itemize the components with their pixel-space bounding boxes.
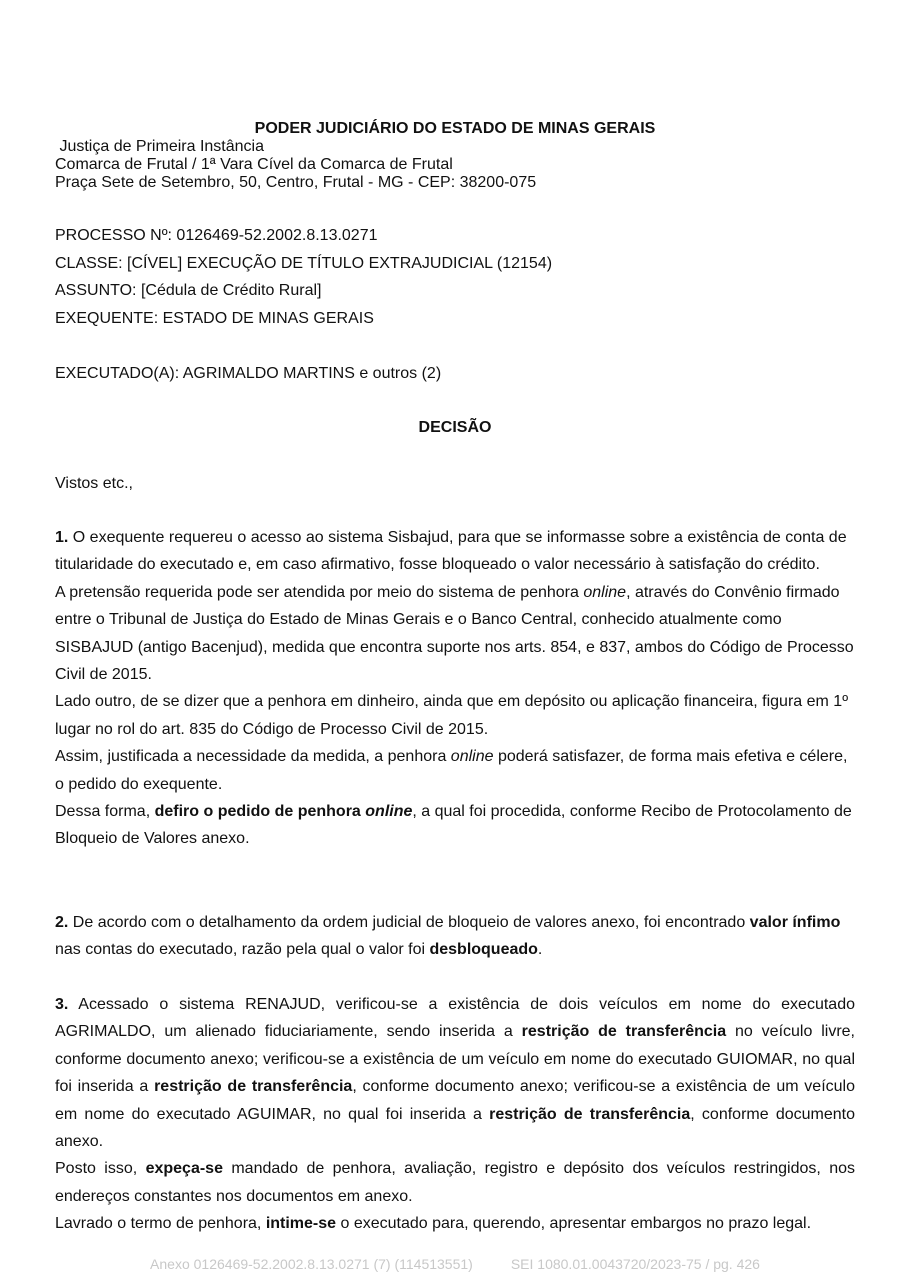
section-3-paragraph-2: [55, 1155, 855, 1210]
valor-infimo-bold: valor ínfimo: [749, 914, 841, 931]
vistos-line: Vistos etc.,: [55, 475, 133, 492]
section-2-text-b: nas contas do executado, razão pela qual o valor foi: [55, 941, 430, 959]
comarca-line: Comarca de Frutal / 1ª Vara Cível da Comarca de Frutal: [55, 156, 453, 173]
processo-line: PROCESSO Nº: 0126469-52.2002.8.13.0271: [55, 227, 378, 244]
section-3-text-2b: mandado de penhora, avaliação, registro e depósito dos veículos restringidos, nos endereços constantes nos documentos em anexo.: [55, 1160, 856, 1205]
restricao-bold-1: restrição de transferência: [521, 1023, 727, 1041]
section-1-number: 1.: [55, 529, 69, 546]
address-line: Praça Sete de Setembro, 50, Centro, Frutal - MG - CEP: 38200-075: [55, 174, 537, 191]
expeca-se-bold: expeça-se: [145, 1160, 223, 1178]
classe-line: CLASSE: [CÍVEL] EXECUÇÃO DE TÍTULO EXTRAJUDICIAL (12154): [55, 255, 553, 272]
section-1-paragraph-3: [55, 688, 855, 743]
section-2-text-a: De acordo com o detalhamento da ordem judicial de bloqueio de valores anexo, foi encontrado: [68, 914, 750, 931]
section-3-text-d: , conforme documento anexo.: [55, 1105, 856, 1151]
section-2: [55, 909, 855, 964]
section-2-number: 2.: [55, 914, 69, 931]
court-title: PODER JUDICIÁRIO DO ESTADO DE MINAS GERAIS: [254, 120, 656, 137]
online-bold-italic: online: [365, 803, 413, 821]
section-3-text-a: Acessado o sistema RENAJUD, verificou-se a existência de dois veículos em nome do executado AGRIMALDO, um alienado fiduciariamente, sendo inserida a: [55, 996, 855, 1041]
section-1-paragraph-5: [55, 798, 855, 853]
section-1-text-2b: , através do Convênio firmado entre o Tribunal de Justiça do Estado de Minas Gerais e o Banco Central, conhecido atualmente como SISBAJUD (antigo Bacenjud), medida que encontra suporte nos arts. 854, e 837, ambos do Código de Processo Civil de 2015.: [55, 583, 854, 684]
section-1: [55, 524, 855, 853]
section-3-text-2a: Posto isso,: [55, 1160, 146, 1178]
instance-line: Justiça de Primeira Instância: [55, 138, 264, 155]
assunto-line: ASSUNTO: [Cédula de Crédito Rural]: [55, 282, 322, 299]
section-3-number: 3.: [55, 996, 69, 1013]
section-3-text-c: , conforme documento anexo; verificou-se a existência de um veículo em nome do executado AGUIMAR, no qual foi inserida a: [55, 1078, 855, 1123]
decision-title: DECISÃO: [418, 419, 492, 436]
section-3-text-3b: o executado para, querendo, apresentar embargos no prazo legal.: [336, 1215, 812, 1233]
section-2-paragraph: [55, 909, 855, 964]
section-1-text-5b: , a qual foi procedida, conforme Recibo de Protocolamento de Bloqueio de Valores anexo.: [55, 803, 852, 848]
court-header: [55, 138, 536, 192]
page-footer: [0, 1256, 910, 1272]
section-3: [55, 991, 855, 1238]
restricao-bold-2: restrição de transferência: [154, 1078, 353, 1096]
section-2-text-c: .: [537, 941, 543, 959]
section-1-paragraph-4: [55, 743, 855, 798]
footer-annex-ref: Anexo 0126469-52.2002.8.13.0271 (7) (114513551): [150, 1256, 473, 1272]
section-1-text-3: Lado outro, de se dizer que a penhora em dinheiro, ainda que em depósito ou aplicação financeira, figura em 1º lugar no rol do art. 835 do Código de Processo Civil de 2015.: [55, 693, 849, 738]
section-1-paragraph-1: [55, 524, 855, 579]
defiro-bold: defiro o pedido de penhora: [154, 803, 366, 821]
restricao-bold-3: restrição de transferência: [489, 1105, 691, 1123]
section-3-text-3a: Lavrado o termo de penhora,: [55, 1215, 266, 1233]
section-3-paragraph-3: [55, 1210, 855, 1237]
desbloqueado-bold: desbloqueado: [429, 941, 538, 959]
section-1-paragraph-2: [55, 579, 855, 689]
section-1-text-4b: poderá satisfazer, de forma mais efetiva e célere, o pedido do exequente.: [55, 748, 848, 793]
section-1-text-1: O exequente requereu o acesso ao sistema Sisbajud, para que se informasse sobre a existência de conta de titularidade do executado e, em caso afirmativo, fosse bloqueado o valor necessário à satisfação do crédito.: [55, 529, 847, 574]
online-italic: online: [450, 748, 494, 766]
section-3-text-b: no veículo livre, conforme documento anexo; verificou-se a existência de um veículo em nome do executado GUIOMAR, no qual foi inserida a: [55, 1023, 856, 1096]
section-3-paragraph-1: [55, 991, 855, 1155]
exequente-line: EXEQUENTE: ESTADO DE MINAS GERAIS: [55, 310, 374, 327]
online-italic: online: [583, 583, 627, 601]
intime-se-bold: intime-se: [265, 1215, 337, 1233]
executado-line: EXECUTADO(A): AGRIMALDO MARTINS e outros (2): [55, 365, 442, 382]
section-1-text-5a: Dessa forma,: [55, 803, 155, 821]
section-1-text-4a: Assim, justificada a necessidade da medida, a penhora: [55, 748, 451, 766]
footer-sei-ref: SEI 1080.01.0043720/2023-75 / pg. 426: [510, 1256, 760, 1272]
section-1-text-2a: A pretensão requerida pode ser atendida por meio do sistema de penhora: [55, 583, 584, 601]
